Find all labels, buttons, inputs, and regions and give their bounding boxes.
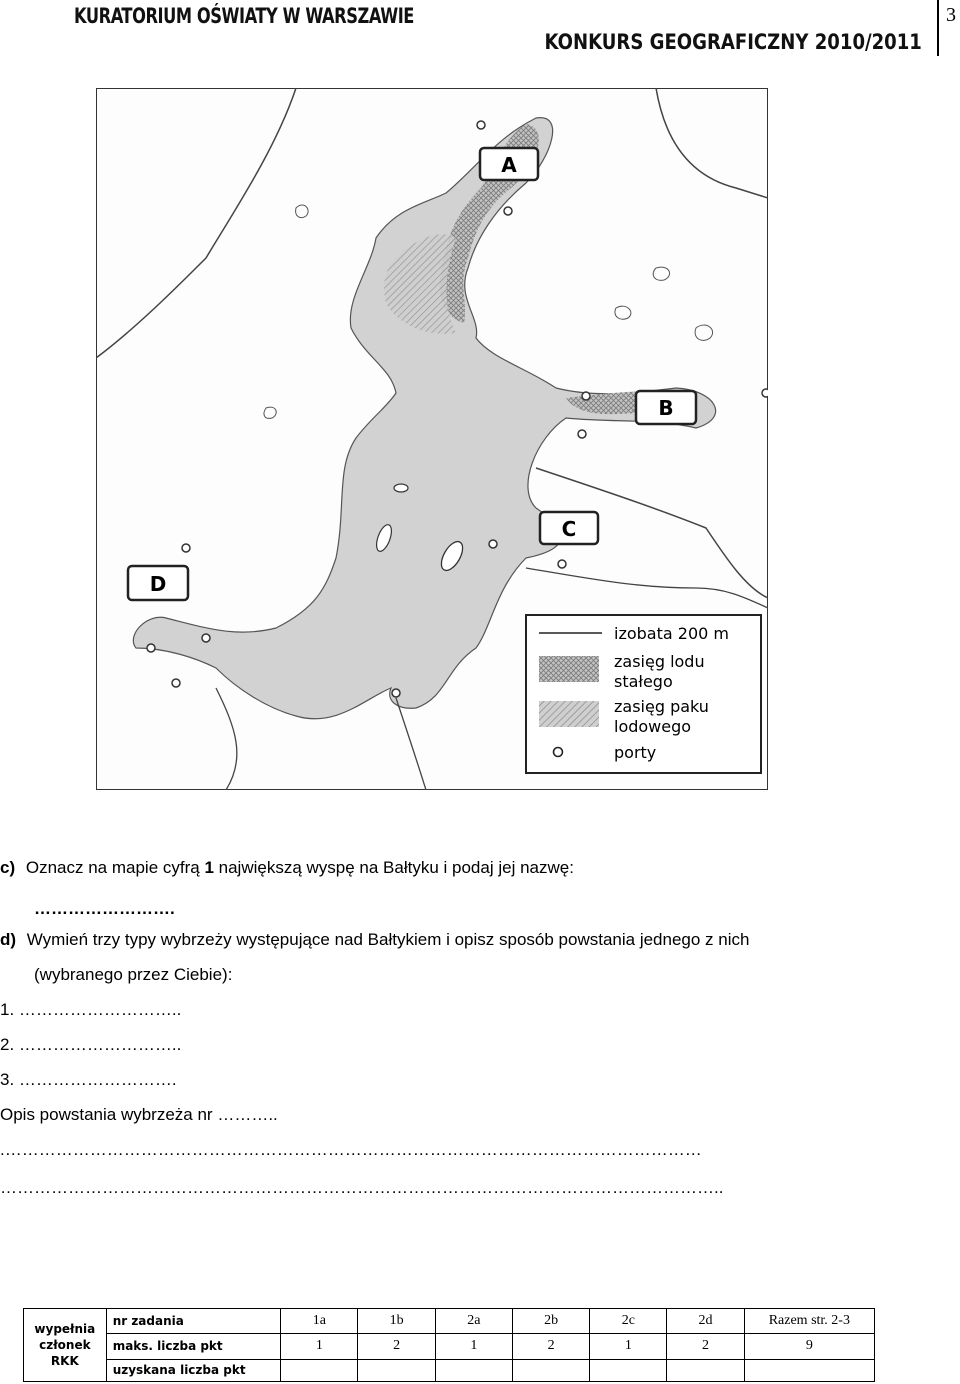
score-table <box>23 1308 875 1382</box>
row-head-earned-points: uzyskana liczba pkt <box>106 1359 281 1381</box>
max-points-cell: 2 <box>512 1334 589 1359</box>
page-number: 3 <box>946 4 956 26</box>
map-label-d <box>128 566 188 600</box>
description-label[interactable]: Opis powstania wybrzeża nr ……….. <box>0 1105 278 1124</box>
header-left-title: KURATORIUM OŚWIATY W WARSZAWIE <box>74 4 414 28</box>
svg-text:izobata 200 m: izobata 200 m <box>614 624 729 643</box>
task-cell: 2b <box>512 1309 589 1334</box>
header-divider <box>937 0 939 56</box>
task-cell: 1a <box>281 1309 358 1334</box>
baltic-sea-map <box>96 88 768 790</box>
total-max-cell: 9 <box>744 1334 874 1359</box>
svg-text:zasięg lodu: zasięg lodu <box>614 652 705 671</box>
description-line-2[interactable]: ……………………………………………………………………………………………………………….. <box>0 1178 724 1197</box>
map-label-a <box>480 148 538 180</box>
svg-text:A: A <box>501 153 517 177</box>
answer-line-3[interactable]: 3. ………………………. <box>0 1070 177 1089</box>
question-c-answer-line[interactable]: ……………………. <box>34 899 175 918</box>
svg-text:lodowego: lodowego <box>614 717 692 736</box>
max-points-cell: 2 <box>667 1334 744 1359</box>
question-c-letter: c) <box>0 858 16 877</box>
question-d-text-line2: (wybranego przez Ciebie): <box>34 965 233 984</box>
max-points-cell: 1 <box>281 1334 358 1359</box>
task-cell: 2a <box>435 1309 512 1334</box>
question-c-bold: 1 <box>204 858 214 877</box>
question-c-text-1: Oznacz na mapie cyfrą <box>25 858 205 877</box>
svg-text:zasięg paku: zasięg paku <box>614 697 709 716</box>
earned-points-cell[interactable] <box>281 1359 358 1381</box>
row-head-task-number: nr zadania <box>106 1309 281 1334</box>
question-c-text-2: największą wyspę na Bałtyku i podaj jej nazwę: <box>213 858 574 877</box>
question-d-letter: d) <box>0 930 17 949</box>
task-cell: 1b <box>358 1309 435 1334</box>
row-head-max-points: maks. liczba pkt <box>106 1334 281 1359</box>
description-line-1[interactable]: .…………………………………………………………………………………………………………… <box>0 1140 702 1159</box>
question-c <box>0 858 574 878</box>
answer-line-1[interactable]: 1. ……………………….. <box>0 1000 182 1019</box>
map-label-c <box>540 512 598 544</box>
svg-text:porty: porty <box>614 743 657 762</box>
map-label-b <box>636 391 696 424</box>
total-earned-cell[interactable] <box>744 1359 874 1381</box>
svg-text:D: D <box>149 572 167 596</box>
score-table-side-label: wypełnia członek RKK <box>24 1309 107 1382</box>
max-points-cell: 1 <box>435 1334 512 1359</box>
answer-line-2[interactable]: 2. ……………………….. <box>0 1035 182 1054</box>
map-legend <box>526 615 761 773</box>
task-cell: 2d <box>667 1309 744 1334</box>
earned-points-cell[interactable] <box>667 1359 744 1381</box>
question-d-text: Wymień trzy typy wybrzeży występujące nad Bałtykiem i opisz sposób powstania jednego z nich <box>26 930 750 949</box>
task-cell: 2c <box>590 1309 667 1334</box>
earned-points-cell[interactable] <box>435 1359 512 1381</box>
total-label-cell: Razem str. 2-3 <box>744 1309 874 1334</box>
svg-text:B: B <box>658 396 674 420</box>
max-points-cell: 1 <box>590 1334 667 1359</box>
svg-text:C: C <box>561 517 577 541</box>
question-d <box>0 930 749 950</box>
earned-points-cell[interactable] <box>512 1359 589 1381</box>
earned-points-cell[interactable] <box>590 1359 667 1381</box>
header-right-title: KONKURS GEOGRAFICZNY 2010/2011 <box>544 30 922 54</box>
max-points-cell: 2 <box>358 1334 435 1359</box>
svg-text:stałego: stałego <box>614 672 673 691</box>
earned-points-cell[interactable] <box>358 1359 435 1381</box>
